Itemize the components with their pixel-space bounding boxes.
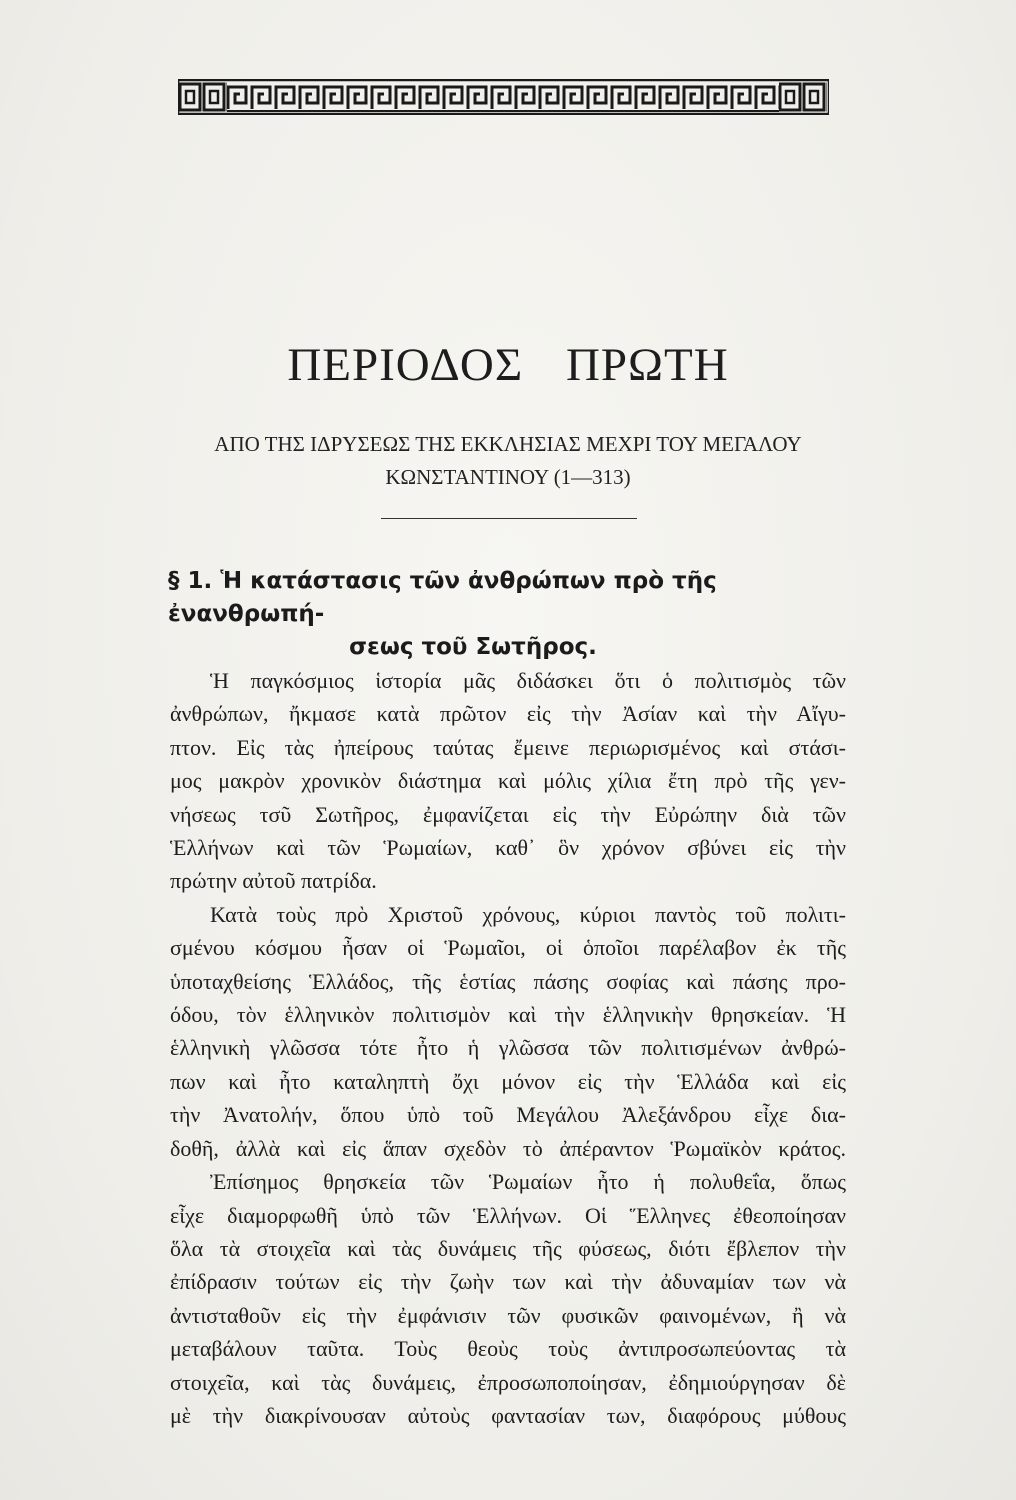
page-title: ΠΕΡΙΟΔΟΣ ΠΡΩΤΗ xyxy=(287,339,729,391)
section-heading-line-2: σεως τοῦ Σωτῆρος. xyxy=(349,634,597,660)
text-line: ἐπίδρασιν τούτων εἰς τὴν ζωὴν των καὶ τὴν ἀδυναμίαν των νὰ xyxy=(170,1269,846,1295)
text-line: δοθῆ, ἀλλὰ καὶ εἰς ἅπαν σχεδὸν τὸ ἀπέραντον Ῥωμαϊκὸν κράτος. xyxy=(170,1135,846,1161)
text-line: ἀνθρώπων, ἤκμασε κατὰ πρῶτον εἰς τὴν Ἀσίαν καὶ τὴν Αἴγυ- xyxy=(170,701,846,727)
greek-key-border xyxy=(178,79,829,115)
subtitle-line-1: ΑΠΟ ΤΗΣ ΙΔΡΥΣΕΩΣ ΤΗΣ ΕΚΚΛΗΣΙΑΣ ΜΕΧΡΙ ΤΟΥ ΜΕΓΑΛΟΥ xyxy=(214,432,802,456)
subtitle-line-2: ΚΩΝΣΤΑΝΤΙΝΟΥ (1—313) xyxy=(385,465,631,489)
page-subtitle xyxy=(170,428,846,494)
text-line: Ἡ παγκόσμιος ἱστορία μᾶς διδάσκει ὅτι ὁ πολιτισμὸς τῶν xyxy=(210,668,846,693)
text-line: πρώτην αὐτοῦ πατρίδα. xyxy=(170,868,377,894)
text-line: ὅλα τὰ στοιχεῖα καὶ τὰς δυνάμεις τῆς φύσεως, διότι ἔβλεπον τὴν xyxy=(170,1235,846,1261)
text-line: Ἑλλήνων καὶ τῶν Ῥωμαίων, καθ᾽ ὃν χρόνον σβύνει εἰς τὴν xyxy=(170,835,846,861)
section-heading xyxy=(168,565,848,664)
text-line: μος μακρὸν χρονικὸν διάστημα καὶ μόλις χίλια ἔτη πρὸ τῆς γεν- xyxy=(170,768,846,794)
text-line: πτον. Εἰς τὰς ἠπείρους ταύτας ἔμεινε περιωρισμένος καὶ στάσι- xyxy=(170,734,846,760)
text-line: μεταβάλουν ταῦτα. Τοὺς θεοὺς τοὺς ἀντιπροσωπεύοντας τὰ xyxy=(170,1336,846,1362)
text-line: ἀντισταθοῦν εἰς τὴν ἐμφάνισιν τῶν φυσικῶν φαινομένων, ἢ νὰ xyxy=(170,1302,846,1328)
body-text xyxy=(170,664,846,1432)
text-line: Ἐπίσημος θρησκεία τῶν Ῥωμαίων ἦτο ἡ πολυθεΐα, ὅπως xyxy=(210,1169,846,1195)
text-line: εἶχε διαμορφωθῆ ὑπὸ τῶν Ἑλλήνων. Οἱ Ἕλληνες ἐθεοποίησαν xyxy=(170,1202,846,1228)
section-heading-line-1: § 1. Ἡ κατάστασις τῶν ἀνθρώπων πρὸ τῆς ἐνανθρωπή- xyxy=(168,568,717,627)
text-line: σμένου κόσμου ἦσαν οἱ Ῥωμαῖοι, οἱ ὁποῖοι παρέλαβον ἐκ τῆς xyxy=(170,935,846,961)
text-line: ὑποταχθείσης Ἑλλάδος, τῆς ἑστίας πάσης σοφίας καὶ πάσης προ- xyxy=(170,968,846,994)
divider-rule xyxy=(381,518,637,519)
text-line: πων καὶ ἦτο καταληπτὴ ὄχι μόνον εἰς τὴν Ἑλλάδα καὶ εἰς xyxy=(170,1068,846,1094)
text-line: τὴν Ἀνατολήν, ὅπου ὑπὸ τοῦ Μεγάλου Ἀλεξάνδρου εἶχε δια- xyxy=(170,1102,846,1128)
text-line: ἑλληνικὴ γλῶσσα τότε ἦτο ἡ γλῶσσα τῶν πολιτισμένων ἀνθρώ- xyxy=(170,1035,846,1061)
text-line: μὲ τὴν διακρίνουσαν αὐτοὺς φαντασίαν των, διαφόρους μύθους xyxy=(170,1402,846,1428)
text-line: στοιχεῖα, καὶ τὰς δυνάμεις, ἐπροσωποποίησαν, ἐδημιούργησαν δὲ xyxy=(170,1369,846,1395)
text-line: όδου, τὸν ἑλληνικὸν πολιτισμὸν καὶ τὴν ἑλληνικὴν θρησκείαν. Ἡ xyxy=(170,1002,846,1028)
text-line: νήσεως τσῦ Σωτῆρος, ἐμφανίζεται εἰς τὴν Εὐρώπην διὰ τῶν xyxy=(170,801,846,827)
text-line: Κατὰ τοὺς πρὸ Χριστοῦ χρόνους, κύριοι παντὸς τοῦ πολιτι- xyxy=(210,901,846,927)
